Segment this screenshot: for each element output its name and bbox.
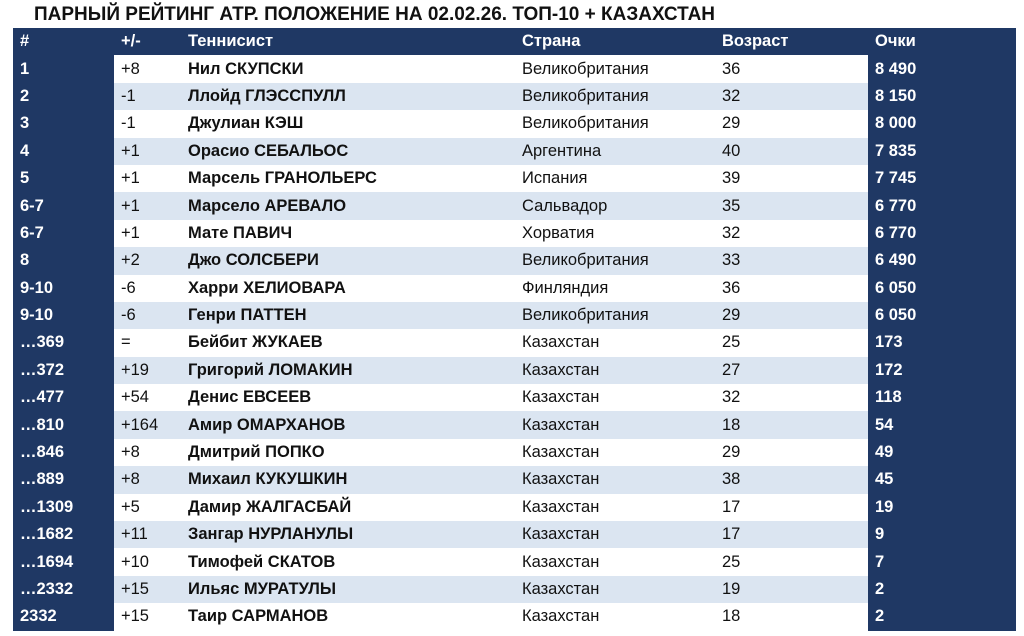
table-row (13, 494, 1016, 521)
cell-age: 25 (715, 329, 868, 356)
table-row (13, 357, 1016, 384)
cell-player: Амир ОМАРХАНОВ (181, 411, 515, 438)
cell-country: Финляндия (515, 275, 715, 302)
table-row (13, 603, 1016, 630)
cell-points: 172 (868, 357, 1016, 384)
cell-rank: 2 (13, 83, 114, 110)
cell-age: 32 (715, 220, 868, 247)
cell-change: +5 (114, 494, 181, 521)
cell-change: +1 (114, 138, 181, 165)
cell-player: Орасио СЕБАЛЬОС (181, 138, 515, 165)
cell-points: 7 745 (868, 165, 1016, 192)
cell-age: 25 (715, 548, 868, 575)
cell-rank: 8 (13, 247, 114, 274)
cell-country: Казахстан (515, 521, 715, 548)
table-header (13, 28, 1016, 55)
cell-change: -1 (114, 83, 181, 110)
cell-age: 32 (715, 384, 868, 411)
cell-rank: …846 (13, 439, 114, 466)
cell-rank: 5 (13, 165, 114, 192)
cell-age: 35 (715, 192, 868, 219)
cell-age: 27 (715, 357, 868, 384)
header-age: Возраст (715, 28, 868, 55)
cell-points: 2 (868, 576, 1016, 603)
cell-rank: …1309 (13, 494, 114, 521)
page-title: ПАРНЫЙ РЕЙТИНГ АТР. ПОЛОЖЕНИЕ НА 02.02.26. ТОП-10 + КАЗАХСТАН (34, 4, 716, 25)
cell-points: 6 770 (868, 220, 1016, 247)
cell-player: Ллойд ГЛЭССПУЛЛ (181, 83, 515, 110)
table-row (13, 548, 1016, 575)
cell-points: 6 050 (868, 302, 1016, 329)
table-row (13, 138, 1016, 165)
cell-age: 17 (715, 494, 868, 521)
cell-player: Нил СКУПСКИ (181, 55, 515, 82)
cell-points: 2 (868, 603, 1016, 630)
cell-player: Михаил КУКУШКИН (181, 466, 515, 493)
table-row (13, 110, 1016, 137)
cell-player: Тимофей СКАТОВ (181, 548, 515, 575)
ranking-table (13, 28, 1016, 631)
cell-points: 8 000 (868, 110, 1016, 137)
cell-points: 45 (868, 466, 1016, 493)
cell-rank: 2332 (13, 603, 114, 630)
cell-rank: …810 (13, 411, 114, 438)
cell-change: +8 (114, 55, 181, 82)
cell-country: Сальвадор (515, 192, 715, 219)
cell-age: 29 (715, 439, 868, 466)
cell-country: Казахстан (515, 329, 715, 356)
cell-player: Дамир ЖАЛГАСБАЙ (181, 494, 515, 521)
cell-rank: 6-7 (13, 220, 114, 247)
table-row (13, 302, 1016, 329)
cell-country: Великобритания (515, 110, 715, 137)
cell-player: Дмитрий ПОПКО (181, 439, 515, 466)
cell-points: 9 (868, 521, 1016, 548)
cell-country: Казахстан (515, 494, 715, 521)
cell-change: -1 (114, 110, 181, 137)
table-row (13, 192, 1016, 219)
cell-player: Бейбит ЖУКАЕВ (181, 329, 515, 356)
cell-change: -6 (114, 302, 181, 329)
cell-country: Великобритания (515, 302, 715, 329)
cell-change: +2 (114, 247, 181, 274)
cell-rank: …1682 (13, 521, 114, 548)
cell-rank: 9-10 (13, 275, 114, 302)
cell-points: 54 (868, 411, 1016, 438)
cell-player: Генри ПАТТЕН (181, 302, 515, 329)
cell-points: 7 (868, 548, 1016, 575)
cell-points: 19 (868, 494, 1016, 521)
table-row (13, 275, 1016, 302)
cell-age: 19 (715, 576, 868, 603)
cell-country: Казахстан (515, 548, 715, 575)
cell-country: Казахстан (515, 411, 715, 438)
cell-country: Великобритания (515, 55, 715, 82)
cell-country: Хорватия (515, 220, 715, 247)
cell-age: 29 (715, 302, 868, 329)
table-row (13, 220, 1016, 247)
cell-rank: …372 (13, 357, 114, 384)
cell-points: 8 490 (868, 55, 1016, 82)
cell-age: 18 (715, 411, 868, 438)
cell-rank: 1 (13, 55, 114, 82)
cell-change: -6 (114, 275, 181, 302)
cell-rank: …477 (13, 384, 114, 411)
table-row (13, 439, 1016, 466)
cell-country: Казахстан (515, 576, 715, 603)
cell-player: Марсело АРЕВАЛО (181, 192, 515, 219)
cell-points: 7 835 (868, 138, 1016, 165)
cell-country: Аргентина (515, 138, 715, 165)
cell-change: +8 (114, 466, 181, 493)
cell-rank: 9-10 (13, 302, 114, 329)
cell-age: 36 (715, 275, 868, 302)
cell-change: +11 (114, 521, 181, 548)
cell-points: 6 770 (868, 192, 1016, 219)
cell-country: Великобритания (515, 83, 715, 110)
cell-change: +1 (114, 220, 181, 247)
cell-player: Мате ПАВИЧ (181, 220, 515, 247)
cell-age: 29 (715, 110, 868, 137)
cell-country: Казахстан (515, 466, 715, 493)
cell-age: 18 (715, 603, 868, 630)
table-row (13, 411, 1016, 438)
cell-rank: 6-7 (13, 192, 114, 219)
table-body (13, 55, 1016, 630)
cell-age: 17 (715, 521, 868, 548)
cell-points: 6 050 (868, 275, 1016, 302)
cell-country: Казахстан (515, 384, 715, 411)
cell-rank: …889 (13, 466, 114, 493)
header-player: Теннисист (181, 28, 515, 55)
cell-player: Григорий ЛОМАКИН (181, 357, 515, 384)
cell-rank: …1694 (13, 548, 114, 575)
cell-age: 38 (715, 466, 868, 493)
cell-player: Таир САРМАНОВ (181, 603, 515, 630)
cell-rank: 4 (13, 138, 114, 165)
cell-change: +1 (114, 192, 181, 219)
cell-player: Зангар НУРЛАНУЛЫ (181, 521, 515, 548)
header-points: Очки (868, 28, 1016, 55)
cell-change: +164 (114, 411, 181, 438)
cell-age: 32 (715, 83, 868, 110)
cell-country: Казахстан (515, 357, 715, 384)
cell-change: +8 (114, 439, 181, 466)
table-row (13, 247, 1016, 274)
cell-player: Джо СОЛСБЕРИ (181, 247, 515, 274)
header-change: +/- (114, 28, 181, 55)
table-row (13, 55, 1016, 82)
cell-age: 40 (715, 138, 868, 165)
cell-change: +1 (114, 165, 181, 192)
cell-rank: …2332 (13, 576, 114, 603)
cell-player: Марсель ГРАНОЛЬЕРС (181, 165, 515, 192)
cell-player: Ильяс МУРАТУЛЫ (181, 576, 515, 603)
table-row (13, 521, 1016, 548)
cell-points: 49 (868, 439, 1016, 466)
table-row (13, 576, 1016, 603)
cell-points: 173 (868, 329, 1016, 356)
cell-country: Великобритания (515, 247, 715, 274)
cell-change: +54 (114, 384, 181, 411)
table-row (13, 329, 1016, 356)
table-row (13, 466, 1016, 493)
header-country: Страна (515, 28, 715, 55)
cell-points: 8 150 (868, 83, 1016, 110)
cell-change: +19 (114, 357, 181, 384)
cell-change: +10 (114, 548, 181, 575)
cell-rank: 3 (13, 110, 114, 137)
cell-change: +15 (114, 576, 181, 603)
table-row (13, 165, 1016, 192)
cell-country: Испания (515, 165, 715, 192)
cell-rank: …369 (13, 329, 114, 356)
cell-country: Казахстан (515, 603, 715, 630)
cell-points: 6 490 (868, 247, 1016, 274)
cell-points: 118 (868, 384, 1016, 411)
cell-age: 33 (715, 247, 868, 274)
cell-age: 36 (715, 55, 868, 82)
cell-player: Денис ЕВСЕЕВ (181, 384, 515, 411)
table-row (13, 83, 1016, 110)
header-rank: # (13, 28, 114, 55)
cell-age: 39 (715, 165, 868, 192)
header-row (13, 28, 1016, 55)
cell-change: = (114, 329, 181, 356)
cell-player: Харри ХЕЛИОВАРА (181, 275, 515, 302)
cell-country: Казахстан (515, 439, 715, 466)
table-row (13, 384, 1016, 411)
cell-change: +15 (114, 603, 181, 630)
cell-player: Джулиан КЭШ (181, 110, 515, 137)
